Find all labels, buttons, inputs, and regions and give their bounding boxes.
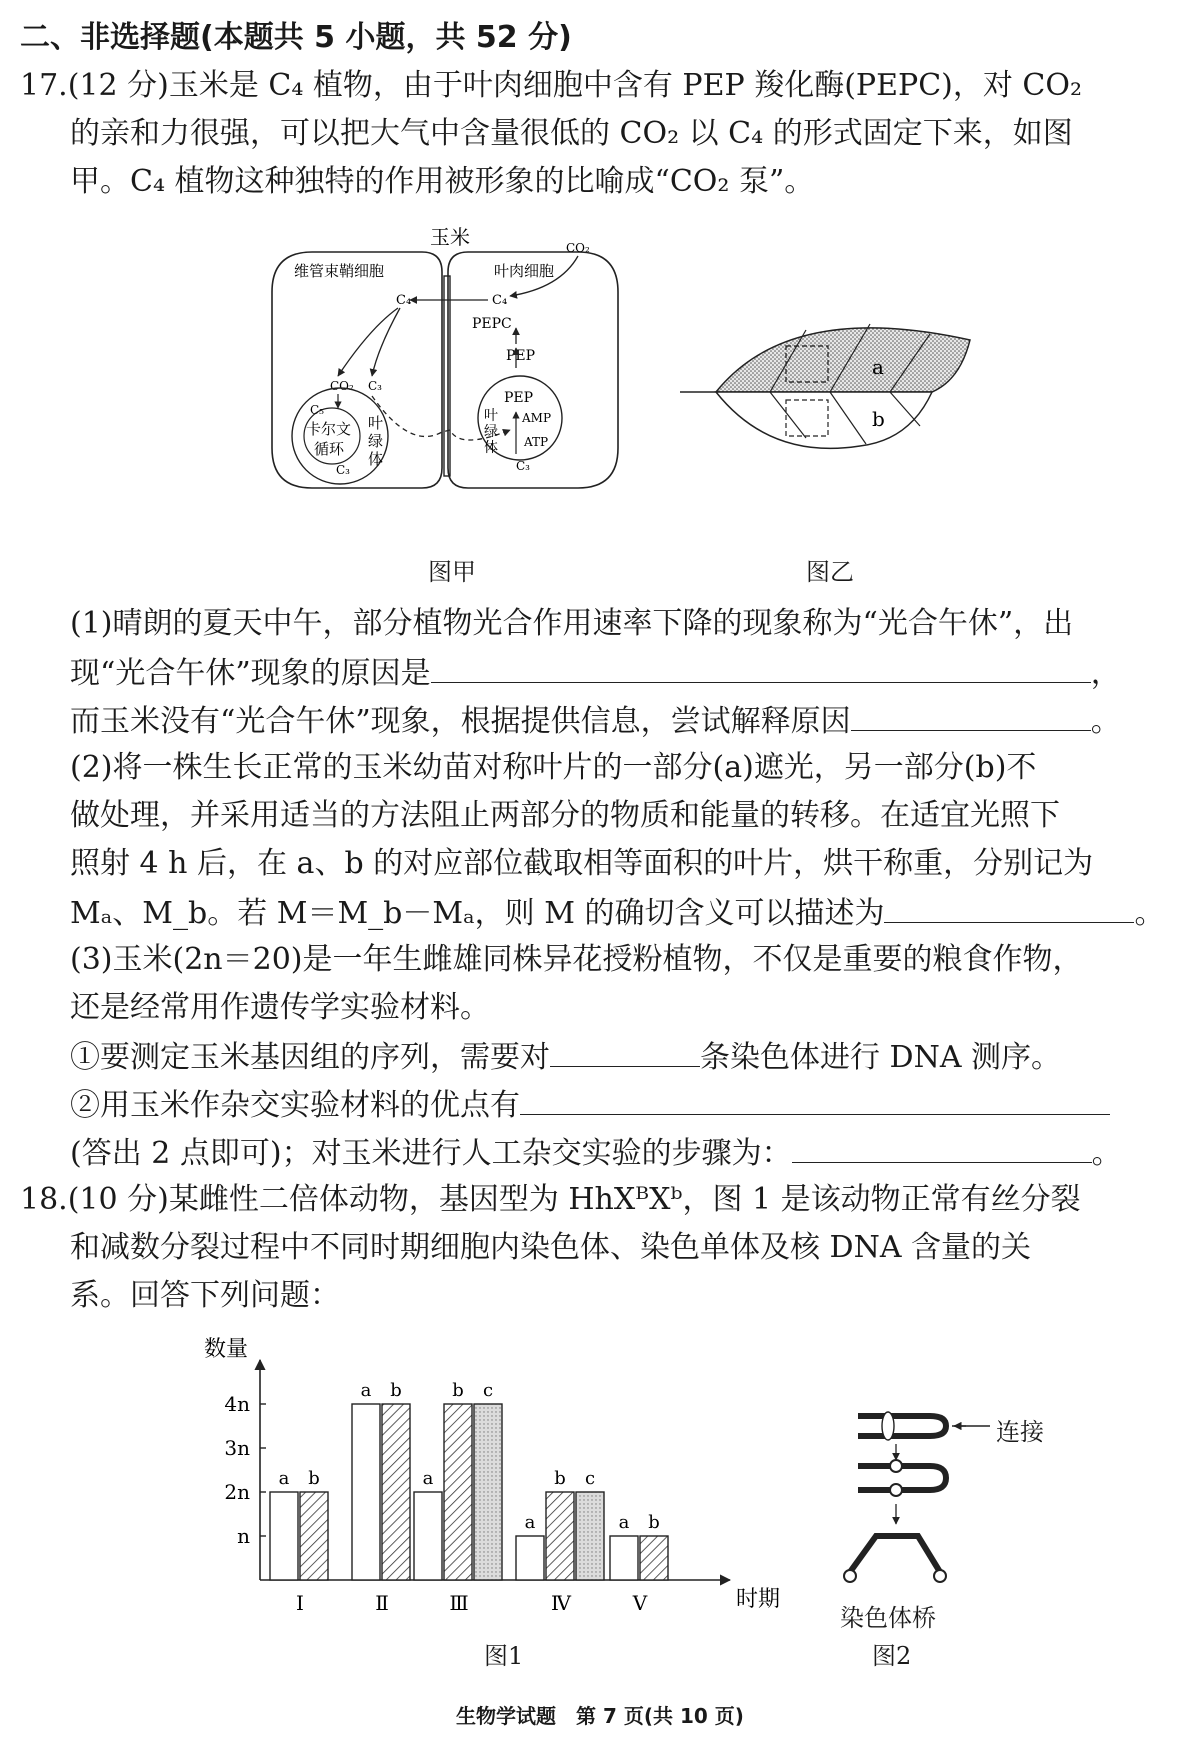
leaf-part-b (716, 392, 932, 448)
answer-blank-5[interactable] (520, 1084, 1110, 1115)
plasmodesma (444, 276, 450, 476)
bar-label: c (482, 1380, 494, 1401)
page-footer: 生物学试题 第 7 页(共 10 页) (456, 1704, 744, 1728)
q17-p3-line3-a: ①要测定玉米基因组的序列，需要对 (70, 1040, 550, 1075)
figure-jia (260, 218, 650, 548)
q18-line3: 系。回答下列问题： (70, 1278, 340, 1313)
y-tick-label: 2n (224, 1480, 250, 1504)
bar-Ⅴ-b (640, 1536, 668, 1580)
bar-Ⅱ-b (382, 1404, 410, 1580)
y-tick-label: n (237, 1524, 250, 1548)
chromosome-bridge (850, 1536, 940, 1572)
c3-cycle: C₃ (336, 463, 350, 477)
q17-p2-line4-end: 。 (1134, 896, 1165, 931)
c4-right: C₄ (492, 293, 508, 308)
x-category-label: Ⅱ (375, 1591, 389, 1615)
pep-in: PEP (504, 390, 534, 406)
q18-line1: 18.(10 分)某雌性二倍体动物，基因型为 HhXᴮXᵇ，图 1 是该动物正常有丝分裂 (20, 1182, 1081, 1217)
q17-p3-line4 (70, 1084, 1110, 1126)
answer-blank-4[interactable] (550, 1036, 700, 1067)
leaf-label-b: b (872, 407, 885, 431)
fig2-connect-label: 连接 (996, 1418, 1044, 1446)
x-category-label: Ⅴ (632, 1591, 648, 1615)
figure-yi-leaf (680, 300, 980, 460)
chart-ylabel: 数量 (204, 1337, 249, 1362)
q17-p2-line3: 照射 4 h 后，在 a、b 的对应部位截取相等面积的叶片，烘干称重，分别记为 (70, 846, 1094, 881)
q17-p1-line2 (70, 652, 1121, 694)
fig-jia-title: 玉米 (430, 225, 470, 249)
right-cell-label: 叶肉细胞 (494, 262, 555, 280)
q17-p1-line3-text: 而玉米没有“光合午休”现象，根据提供信息，尝试解释原因 (70, 704, 851, 739)
q17-p3-line4-text: ②用玉米作杂交实验材料的优点有 (70, 1088, 520, 1123)
section-title: 二、非选择题(本题共 5 小题，共 52 分) (20, 20, 572, 55)
bar-label: b (452, 1380, 464, 1401)
figure-1-chart (190, 1330, 810, 1630)
answer-blank-3[interactable] (884, 892, 1134, 923)
chart-xlabel: 时期 (736, 1587, 781, 1612)
y-tick-label: 4n (224, 1392, 250, 1416)
fig1-caption: 图1 (484, 1642, 524, 1670)
bar-label: a (524, 1512, 536, 1533)
answer-blank-2[interactable] (851, 700, 1091, 731)
chromatid-connected (858, 1416, 946, 1436)
q17-p1-line2-text: 现“光合午休”现象的原因是 (70, 656, 431, 691)
q17-p3-line3-b: 条染色体进行 DNA 测序。 (700, 1040, 1062, 1075)
x-category-label: Ⅲ (449, 1591, 469, 1615)
q17-p1-line3-end: 。 (1090, 704, 1121, 739)
x-category-label: Ⅳ (551, 1591, 571, 1615)
fig2-bridge-label: 染色体桥 (840, 1604, 936, 1632)
bar-label: b (308, 1468, 320, 1489)
bar-Ⅴ-a (610, 1536, 638, 1580)
y-tick-label: 3n (224, 1436, 250, 1460)
calvin-label-1: 卡尔文 (306, 420, 352, 438)
atp-label: ATP (524, 435, 549, 449)
q17-p3-line5-text: (答出 2 点即可)；对玉米进行人工杂交实验的步骤为： (70, 1136, 792, 1171)
fig-yi-caption: 图乙 (806, 558, 854, 586)
chloro-right-2: 绿 (484, 424, 498, 440)
chloro-left-2: 绿 (368, 432, 384, 450)
bar-Ⅰ-a (270, 1492, 298, 1580)
q17-line1: 17.(12 分)玉米是 C₄ 植物，由于叶肉细胞中含有 PEP 羧化酶(PEPC)，对 CO₂ (20, 68, 1082, 103)
bar-label: b (554, 1468, 566, 1489)
q17-p3-line5 (70, 1132, 1122, 1174)
amp-label: AMP (522, 411, 552, 425)
bar-label: a (618, 1512, 630, 1533)
q17-p1-line2-end: ， (1090, 656, 1121, 691)
bar-label: a (360, 1380, 372, 1401)
q17-p3-line1: (3)玉米(2n＝20)是一年生雌雄同株异花授粉植物，不仅是重要的粮食作物， (70, 942, 1083, 977)
q18-line2: 和减数分裂过程中不同时期细胞内染色体、染色单体及核 DNA 含量的关 (70, 1230, 1032, 1265)
answer-blank-6[interactable] (792, 1132, 1092, 1163)
q17-line2: 的亲和力很强，可以把大气中含量很低的 CO₂ 以 C₄ 的形式固定下来，如图 (70, 116, 1073, 151)
bundle-sheath-cell (272, 252, 442, 488)
chloro-left-3: 体 (368, 450, 384, 468)
q17-p1-line1: (1)晴朗的夏天中午，部分植物光合作用速率下降的现象称为“光合午休”，出 (70, 606, 1074, 641)
fig-jia-caption: 图甲 (428, 558, 476, 586)
pepc-label: PEPC (472, 316, 512, 332)
chloro-right-1: 叶 (484, 408, 498, 424)
bar-Ⅱ-a (352, 1404, 380, 1580)
bar-label: c (584, 1468, 596, 1489)
bar-label: a (422, 1468, 434, 1489)
q17-p2-line4 (70, 892, 1164, 934)
q17-p2-line2: 做处理，并采用适当的方法阻止两部分的物质和能量的转移。在适宜光照下 (70, 798, 1060, 833)
bar-label: b (390, 1380, 402, 1401)
pep-mid: PEP (506, 348, 536, 364)
leaf-label-a: a (872, 355, 884, 379)
q17-line3: 甲。C₄ 植物这种独特的作用被形象的比喻成“CO₂ 泵”。 (70, 164, 815, 199)
fig2-caption: 图2 (872, 1642, 912, 1670)
c4-left: C₄ (396, 293, 412, 308)
bar-Ⅲ-b (444, 1404, 472, 1580)
co2-top: CO₂ (566, 241, 590, 255)
chloro-left-1: 叶 (368, 414, 384, 432)
bar-label: a (278, 1468, 290, 1489)
c5-label: C₅ (310, 403, 324, 417)
bar-Ⅲ-c (474, 1404, 502, 1580)
mesophyll-cell (448, 252, 618, 488)
bar-Ⅳ-c (576, 1492, 604, 1580)
q17-p1-line3 (70, 700, 1121, 742)
calvin-label-2: 循环 (314, 440, 345, 458)
chloro-right-3: 体 (484, 440, 498, 456)
co2-left: CO₂ (330, 379, 354, 393)
bar-Ⅳ-b (546, 1492, 574, 1580)
q17-p2-line4-text: Mₐ、M_b。若 M＝M_b－Mₐ，则 M 的确切含义可以描述为 (70, 896, 885, 931)
bar-Ⅳ-a (516, 1536, 544, 1580)
q17-p3-line2: 还是经常用作遗传学实验材料。 (70, 990, 490, 1025)
c3-left: C₃ (368, 379, 382, 393)
bar-Ⅲ-a (414, 1492, 442, 1580)
c3-right: C₃ (516, 459, 530, 473)
q17-p2-line1: (2)将一株生长正常的玉米幼苗对称叶片的一部分(a)遮光，另一部分(b)不 (70, 750, 1037, 785)
answer-blank-1[interactable] (431, 652, 1091, 683)
bar-label: b (648, 1512, 660, 1533)
x-category-label: Ⅰ (296, 1591, 304, 1615)
left-cell-label: 维管束鞘细胞 (294, 262, 385, 280)
q17-p3-line3 (70, 1036, 1061, 1078)
bar-Ⅰ-b (300, 1492, 328, 1580)
q17-p3-line5-end: 。 (1091, 1136, 1122, 1171)
